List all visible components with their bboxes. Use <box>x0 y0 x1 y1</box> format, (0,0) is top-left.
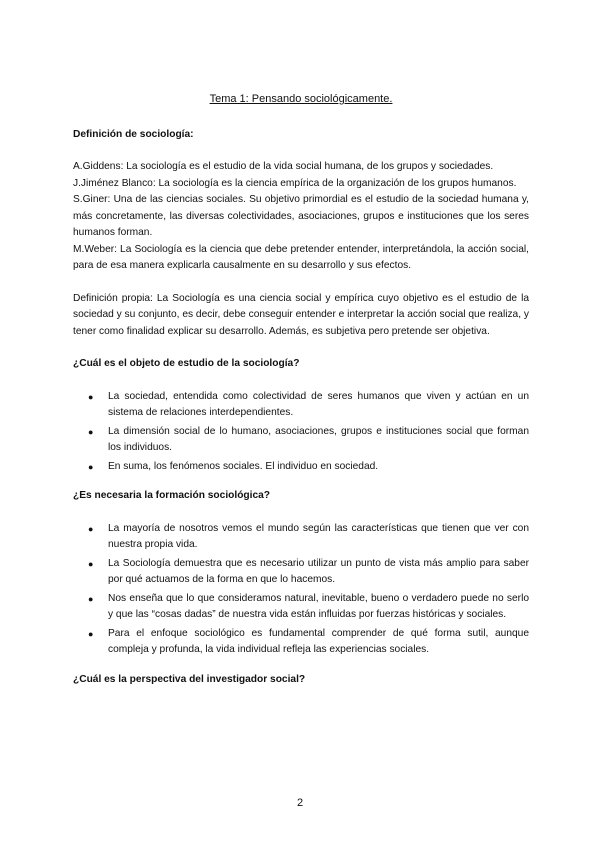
bullet-icon: ● <box>88 391 94 402</box>
heading-perspectiva: ¿Cuál es la perspectiva del investigador social? <box>73 673 306 685</box>
definition-giddens: A.Giddens: La sociología es el estudio de la vida social humana, de los grupos y sociedades. <box>73 161 494 172</box>
heading-definicion: Definición de sociología: <box>73 128 194 140</box>
list-item <box>73 591 529 624</box>
list-item-text: La Sociología demuestra que es necesario utilizar un punto de vista más amplio para saber por qué actuamos de la forma en que lo hacemos. <box>108 557 529 585</box>
list-item-text: La dimensión social de lo humano, asociaciones, grupos e instituciones social que forman los individuos. <box>108 425 529 453</box>
objeto-estudio-list <box>73 389 529 476</box>
list-item <box>73 459 529 476</box>
list-item <box>73 626 529 659</box>
list-item-text: Para el enfoque sociológico es fundamental comprender de qué forma sutil, aunque compleja y profunda, la vida individual refleja las experiencias sociales. <box>108 627 529 655</box>
heading-formacion: ¿Es necesaria la formación sociológica? <box>73 490 271 501</box>
document-body <box>73 91 529 704</box>
definition-jimenez-blanco: J.Jiménez Blanco: La sociología es la ciencia empírica de la organización de los grupos humanos. <box>73 177 517 189</box>
page-number: 2 <box>296 797 304 809</box>
list-item <box>73 521 529 554</box>
page-title: Tema 1: Pensando sociológicamente. <box>209 93 393 105</box>
definition-giner: S.Giner: Una de las ciencias sociales. Su objetivo primordial es el estudio de la sociedad humana y, más concretamente, las diversas colectividades, asociaciones, grupos e instituciones que los seres humanos forman. <box>73 194 529 238</box>
list-item <box>73 389 529 422</box>
definition-propia: Definición propia: La Sociología es una ciencia social y empírica cuyo objetivo es el estudio de la sociedad y su conjunto, es decir, debe conseguir entender e interpretar la acción social que realiza, y tener como finalidad explicar su desarrollo. Además, es subjetiva pero pretende ser objetiva. <box>73 292 529 337</box>
list-item-text: En suma, los fenómenos sociales. El individuo en sociedad. <box>108 460 379 472</box>
list-item <box>73 424 529 457</box>
bullet-icon: ● <box>88 461 94 472</box>
heading-objeto-estudio: ¿Cuál es el objeto de estudio de la sociología? <box>73 358 300 369</box>
bullet-icon: ● <box>88 523 94 534</box>
bullet-icon: ● <box>88 628 94 639</box>
list-item-text: Nos enseña que lo que consideramos natural, inevitable, bueno o verdadero puede no serlo y que las “cosas dadas” de nuestra vida están influidas por fuerzas históricas y sociales. <box>108 592 529 620</box>
list-item-text: La mayoría de nosotros vemos el mundo según las características que tienen que ver con nuestra propia vida. <box>108 522 529 550</box>
list-item <box>73 556 529 589</box>
definition-weber: M.Weber: La Sociología es la ciencia que debe pretender entender, interpretándola, la acción social, para de esa manera explicarla causalmente en su desarrollo y sus efectos. <box>73 243 529 271</box>
own-definition-block <box>73 291 529 341</box>
list-item-text: La sociedad, entendida como colectividad de seres humanos que viven y actúan en un sistema de relaciones interdependientes. <box>108 390 529 418</box>
bullet-icon: ● <box>88 558 94 569</box>
formacion-list <box>73 521 529 659</box>
bullet-icon: ● <box>88 426 94 437</box>
definitions-block <box>73 159 529 275</box>
bullet-icon: ● <box>88 593 94 604</box>
